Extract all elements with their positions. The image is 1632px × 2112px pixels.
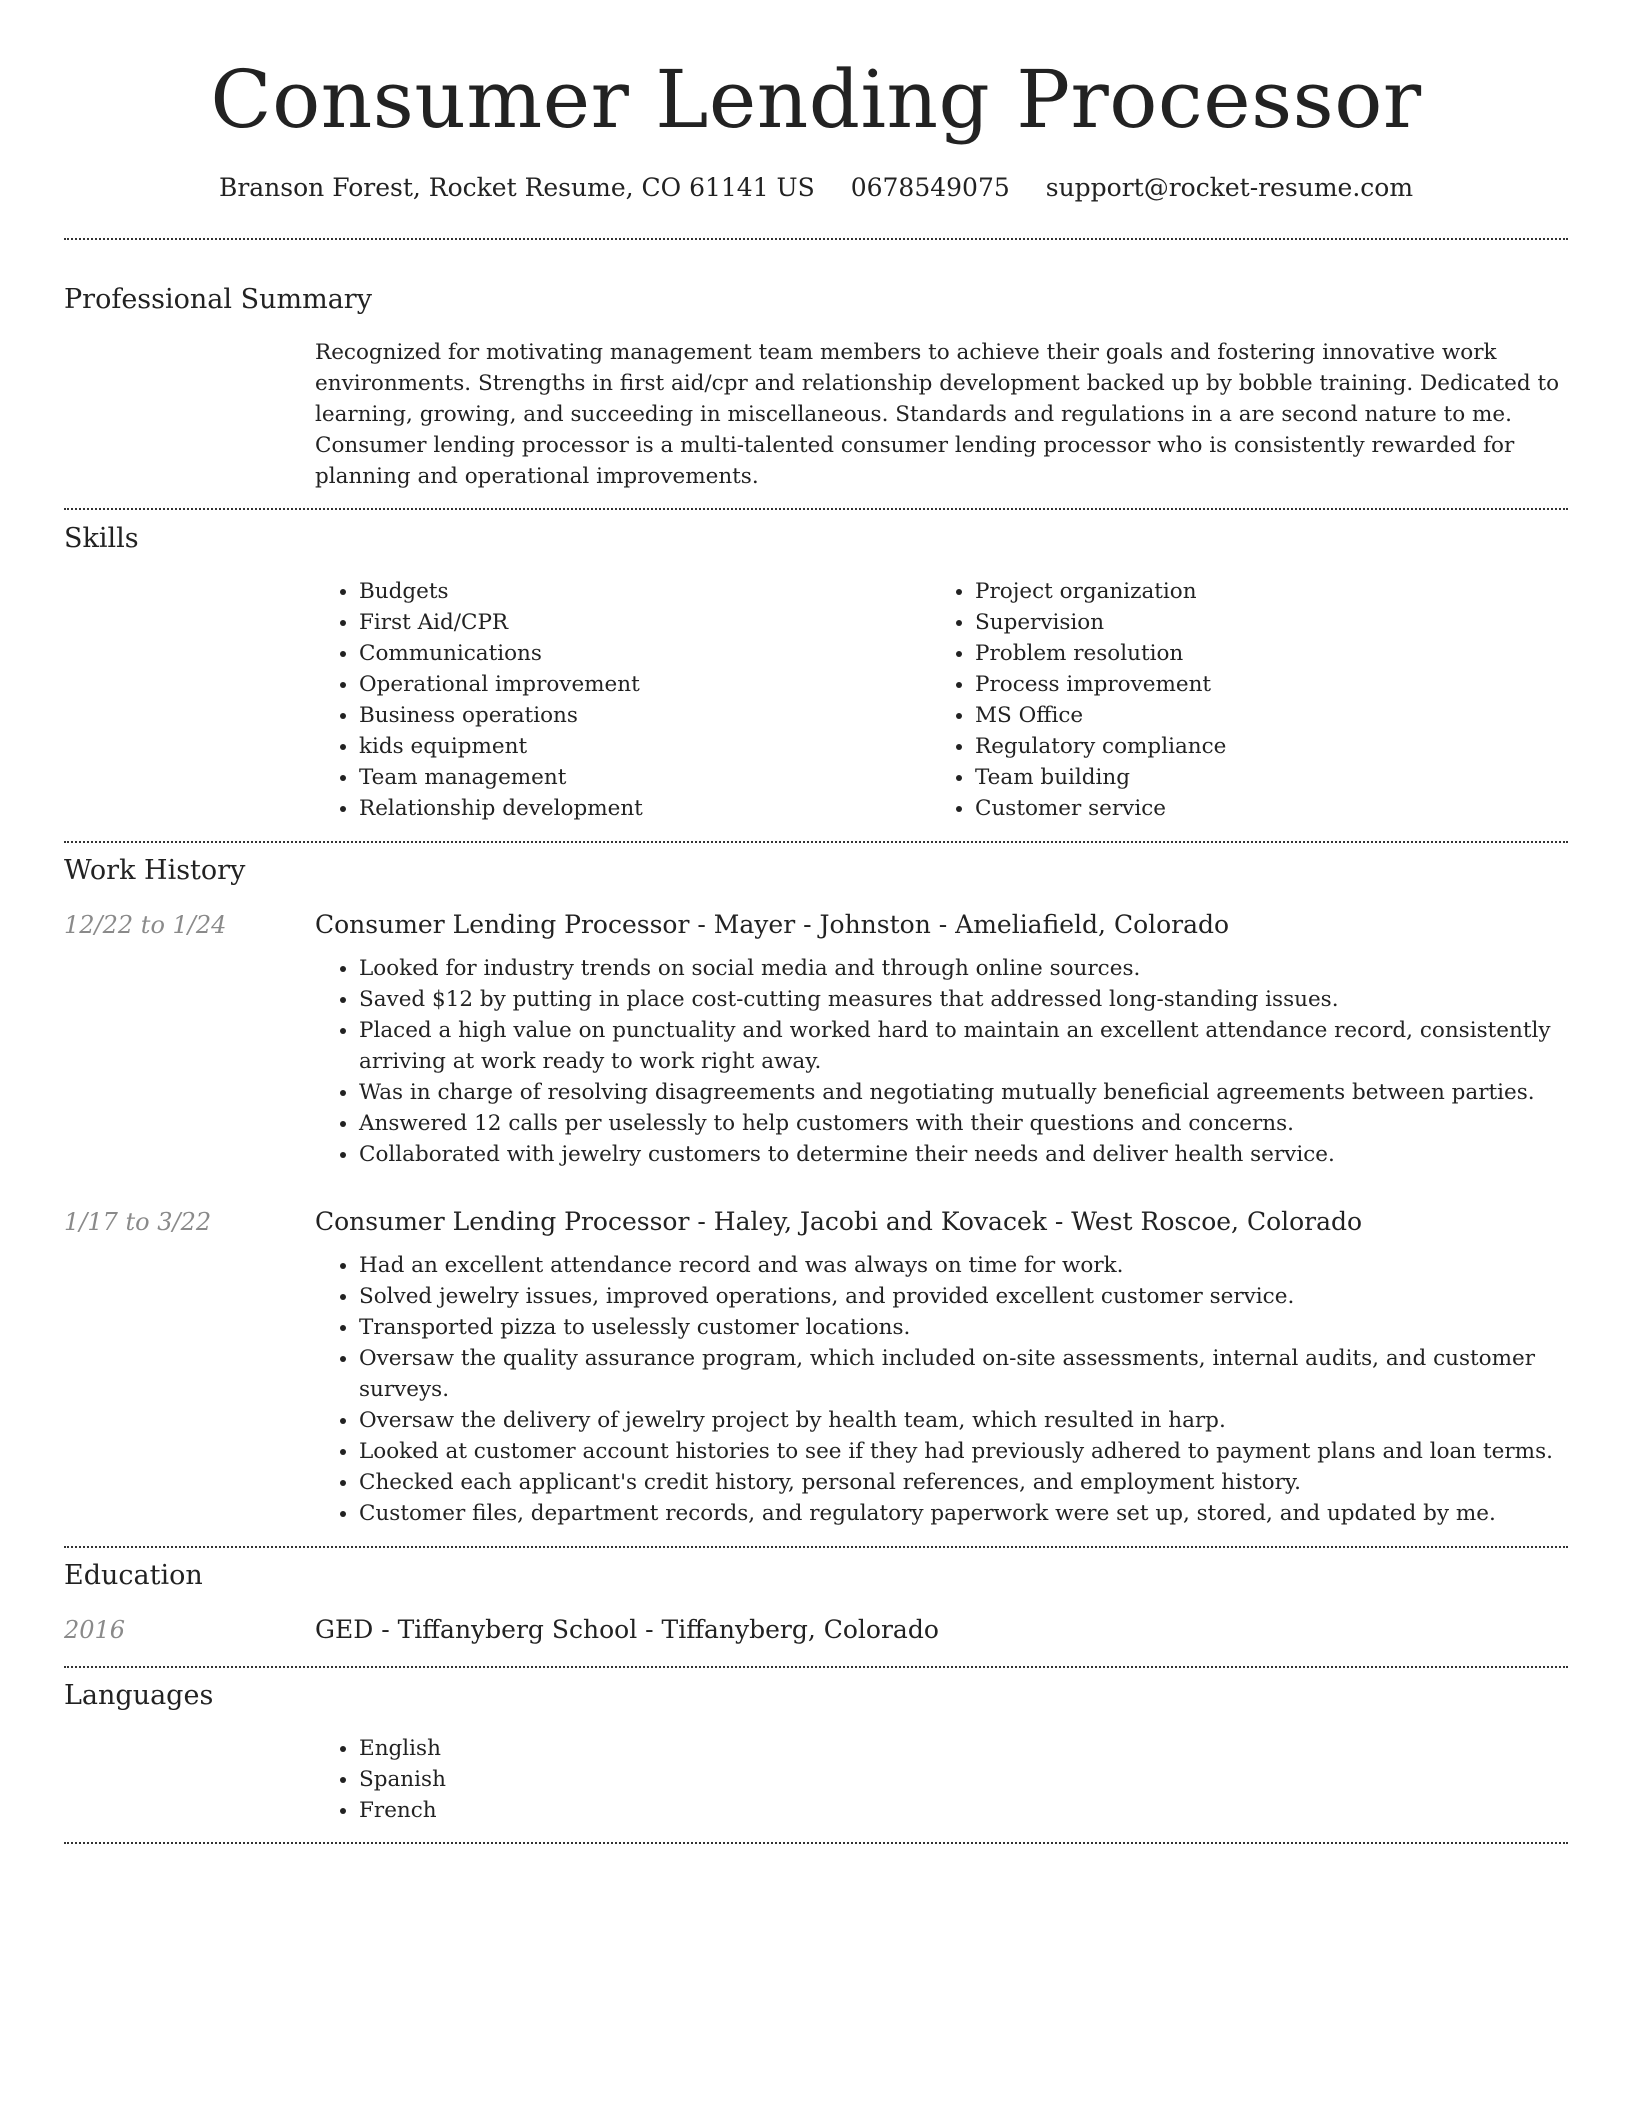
skills-grid xyxy=(315,576,1568,824)
languages-divider xyxy=(64,1842,1568,1844)
skill-item: • Customer service xyxy=(975,793,1547,824)
job-date: 12/22 to 1/24 xyxy=(64,911,227,939)
summary-heading: Professional Summary xyxy=(64,284,372,315)
skill-item: • Project organization xyxy=(975,576,1547,607)
skill-item: • Process improvement xyxy=(975,669,1547,700)
job-bullet: • Checked each applicant's credit history, personal references, and employment history. xyxy=(359,1467,1568,1498)
skills-list-left xyxy=(315,576,931,824)
skill-item: • kids equipment xyxy=(359,731,931,762)
job-bullet: • Transported pizza to uselessly customer locations. xyxy=(359,1312,1568,1343)
education-date: 2016 xyxy=(64,1616,126,1644)
skill-item: • First Aid/CPR xyxy=(359,607,931,638)
job-bullets xyxy=(315,1250,1568,1529)
language-item: • English xyxy=(359,1733,1568,1764)
contact-phone: 0678549075 xyxy=(850,173,1010,202)
job-entry xyxy=(64,1206,1568,1529)
job-bullet: • Collaborated with jewelry customers to determine their needs and deliver health service. xyxy=(359,1139,1568,1170)
education-title: GED - Tiffanyberg School - Tiffanyberg, Colorado xyxy=(315,1615,939,1644)
job-title: Consumer Lending Processor - Haley, Jacobi and Kovacek - West Roscoe, Colorado xyxy=(315,1207,1363,1236)
summary-content xyxy=(315,337,1568,492)
languages-section xyxy=(64,1668,1568,1826)
skill-item: • Team management xyxy=(359,762,931,793)
skills-column-left xyxy=(315,576,931,824)
skills-column-right xyxy=(931,576,1547,824)
job-bullet: • Placed a high value on punctuality and worked hard to maintain an excellent attendance record, consistently arriving at work ready to work right away. xyxy=(359,1015,1568,1077)
skill-item: • Problem resolution xyxy=(975,638,1547,669)
education-body xyxy=(315,1614,1568,1646)
skills-heading: Skills xyxy=(64,523,139,554)
skill-item: • Business operations xyxy=(359,700,931,731)
skill-item: • Relationship development xyxy=(359,793,931,824)
education-section xyxy=(64,1548,1568,1646)
languages-list xyxy=(315,1733,1568,1826)
job-bullet: • Customer files, department records, and regulatory paperwork were set up, stored, and updated by me. xyxy=(359,1498,1568,1529)
work-section xyxy=(64,843,1568,1529)
education-heading: Education xyxy=(64,1560,203,1591)
skill-item: • Communications xyxy=(359,638,931,669)
job-bullet: • Solved jewelry issues, improved operations, and provided excellent customer service. xyxy=(359,1281,1568,1312)
job-bullets xyxy=(315,953,1568,1170)
skill-item: • Regulatory compliance xyxy=(975,731,1547,762)
job-bullet: • Answered 12 calls per uselessly to help customers with their questions and concerns. xyxy=(359,1108,1568,1139)
work-heading: Work History xyxy=(64,855,246,886)
skill-item: • Budgets xyxy=(359,576,931,607)
job-bullet: • Looked at customer account histories to see if they had previously adhered to payment plans and loan terms. xyxy=(359,1436,1568,1467)
contact-line xyxy=(64,172,1568,204)
job-bullet: • Oversaw the quality assurance program, which included on-site assessments, internal audits, and customer surveys. xyxy=(359,1343,1568,1405)
job-date: 1/17 to 3/22 xyxy=(64,1208,212,1236)
resume-header xyxy=(64,0,1568,204)
skills-list-right xyxy=(931,576,1547,824)
skill-item: • Supervision xyxy=(975,607,1547,638)
job-bullet: • Was in charge of resolving disagreements and negotiating mutually beneficial agreements between parties. xyxy=(359,1077,1568,1108)
job-bullet: • Saved $12 by putting in place cost-cutting measures that addressed long-standing issues. xyxy=(359,984,1568,1015)
education-entry xyxy=(64,1614,1568,1646)
language-item: • French xyxy=(359,1795,1568,1826)
languages-content xyxy=(315,1733,1568,1826)
job-body xyxy=(315,909,1568,1170)
contact-email: support@rocket-resume.com xyxy=(1045,173,1414,202)
skill-item: • Team building xyxy=(975,762,1547,793)
skills-section xyxy=(64,510,1568,824)
job-bullet: • Oversaw the delivery of jewelry project by health team, which resulted in harp. xyxy=(359,1405,1568,1436)
summary-section xyxy=(64,240,1568,492)
contact-address: Branson Forest, Rocket Resume, CO 61141 US xyxy=(218,173,815,202)
language-item: • Spanish xyxy=(359,1764,1568,1795)
candidate-name: Consumer Lending Processor xyxy=(210,53,1422,146)
summary-text: Recognized for motivating management team members to achieve their goals and fostering innovative work environments. Strengths in first aid/cpr and relationship development backed up by bobble training. Dedicated to learning, growing, and succeeding in miscellaneous. Standards and regulations in a are second nature to me. Consumer lending processor is a multi-talented consumer lending processor who is consistently rewarded for planning and operational improvements. xyxy=(315,340,1560,489)
job-bullet: • Looked for industry trends on social media and through online sources. xyxy=(359,953,1568,984)
skill-item: • Operational improvement xyxy=(359,669,931,700)
job-entry xyxy=(64,909,1568,1170)
languages-heading: Languages xyxy=(64,1680,214,1711)
job-bullet: • Had an excellent attendance record and was always on time for work. xyxy=(359,1250,1568,1281)
job-title: Consumer Lending Processor - Mayer - Johnston - Ameliafield, Colorado xyxy=(315,910,1230,939)
job-body xyxy=(315,1206,1568,1529)
skill-item: • MS Office xyxy=(975,700,1547,731)
